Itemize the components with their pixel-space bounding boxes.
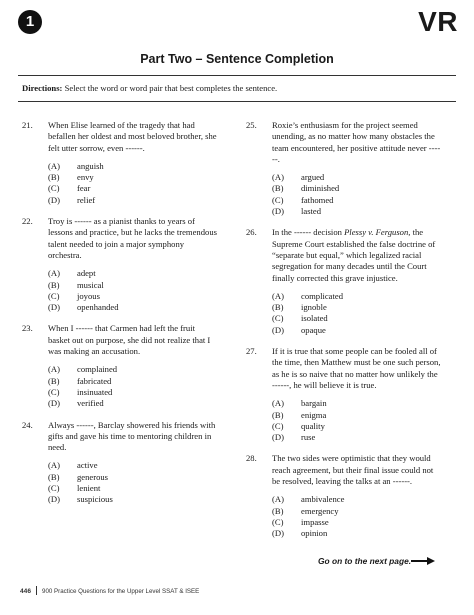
next-page-prompt: Go on to the next page. [318, 556, 412, 566]
option-letter: (D) [272, 432, 284, 443]
option-letter: (A) [272, 398, 284, 409]
option-text: verified [77, 398, 104, 409]
answer-option[interactable] [48, 398, 218, 409]
question-25 [246, 120, 442, 217]
option-text: insinuated [77, 386, 113, 397]
answer-option[interactable] [272, 506, 442, 517]
option-letter: (C) [272, 420, 284, 431]
answer-option[interactable] [272, 195, 442, 206]
question-28 [246, 453, 442, 539]
left-column [22, 120, 218, 516]
option-text: fabricated [77, 375, 112, 386]
option-text: isolated [301, 313, 328, 324]
question-number: 28. [246, 453, 257, 464]
question-number: 23. [22, 323, 33, 334]
answer-option[interactable] [48, 460, 218, 471]
question-27 [246, 346, 442, 443]
question-21 [22, 120, 218, 206]
answer-option[interactable] [48, 195, 218, 206]
directions-text: Select the word or word pair that best completes the sentence. [62, 83, 278, 93]
directions [22, 83, 277, 93]
question-text-after: , the Supreme Court established the false doctrine of “separate but equal,” which legalized racial segregation for many decades until the Court finally corrected this grave injustice. [272, 227, 436, 283]
option-letter: (B) [272, 409, 284, 420]
option-text: argued [301, 172, 325, 183]
answer-option[interactable] [48, 483, 218, 494]
page-title: Part Two – Sentence Completion [140, 52, 334, 66]
page-number: 446 [20, 588, 32, 595]
option-letter: (C) [48, 183, 60, 194]
answer-option[interactable] [272, 410, 442, 421]
option-letter: (C) [48, 386, 60, 397]
option-letter: (B) [48, 279, 60, 290]
answer-option[interactable] [272, 313, 442, 324]
section-number-badge: 1 [18, 10, 42, 34]
answer-option[interactable] [272, 528, 442, 539]
option-text: adept [77, 268, 96, 279]
answer-options [48, 364, 218, 409]
option-text: emergency [301, 505, 339, 516]
question-number: 26. [246, 227, 257, 238]
question-22 [22, 216, 218, 313]
answer-options [48, 460, 218, 505]
question-text: Roxie’s enthusiasm for the project seemed unending, as no matter how many obstacles the team encountered, her positive attitude never ------. [272, 120, 441, 164]
question-text: When I ------ that Carmen had left the fruit basket out on purpose, she did not realize that I was making an accusation. [48, 323, 211, 357]
answer-option[interactable] [48, 364, 218, 375]
answer-option[interactable] [272, 291, 442, 302]
option-text: lasted [301, 206, 322, 217]
option-letter: (A) [272, 290, 284, 301]
page-footer [20, 586, 199, 595]
option-text: ambivalence [301, 494, 345, 505]
question-number: 25. [246, 120, 257, 130]
option-text: ruse [301, 432, 316, 443]
option-letter: (C) [48, 290, 60, 301]
answer-option[interactable] [48, 472, 218, 483]
answer-option[interactable] [48, 376, 218, 387]
answer-option[interactable] [48, 387, 218, 398]
question-number: 22. [22, 216, 33, 227]
option-text: complained [77, 364, 118, 375]
question-24 [22, 420, 218, 506]
option-text: openhanded [77, 302, 119, 313]
option-text: lenient [77, 483, 101, 494]
option-letter: (B) [48, 172, 60, 183]
right-arrow-icon [411, 556, 435, 566]
option-text: musical [77, 279, 104, 290]
option-text: quality [301, 420, 325, 431]
option-text: opaque [301, 324, 326, 335]
right-column [246, 120, 442, 550]
answer-option[interactable] [48, 494, 218, 505]
answer-option[interactable] [272, 302, 442, 313]
answer-option[interactable] [272, 494, 442, 505]
option-letter: (A) [48, 364, 60, 375]
option-text: complicated [301, 290, 343, 301]
option-letter: (A) [48, 160, 60, 171]
case-name: Plessy v. Ferguson [344, 227, 409, 238]
answer-options [272, 494, 442, 539]
question-text-before: In the ------ decision [272, 227, 345, 238]
option-letter: (A) [48, 268, 60, 279]
option-letter: (D) [48, 302, 60, 313]
answer-option[interactable] [48, 161, 218, 172]
option-text: diminished [301, 183, 340, 194]
option-letter: (C) [48, 483, 60, 494]
question-text [272, 227, 442, 283]
question-text: When Elise learned of the tragedy that had befallen her oldest and most beloved brother, she felt utter sorrow, even ------. [48, 120, 217, 153]
option-letter: (D) [272, 206, 284, 217]
question-text: Troy is ------ as a pianist thanks to years of lessons and practice, but he lacks the tremendous talent needed to join a major symphony orchestra. [48, 216, 217, 260]
option-text: ignoble [301, 302, 327, 313]
option-letter: (D) [48, 398, 60, 409]
bottom-divider [18, 101, 456, 102]
question-text: If it is true that some people can be fooled all of the time, then Matthew must be one such person, as he is so naive that no matter how unlikely the ------, he will believe it is true. [272, 346, 441, 390]
answer-option[interactable] [272, 206, 442, 217]
top-divider [18, 75, 456, 76]
section-code: VR [418, 6, 458, 37]
option-text: bargain [301, 398, 327, 409]
answer-option[interactable] [48, 183, 218, 194]
option-text: fathomed [301, 194, 334, 205]
answer-option[interactable] [48, 280, 218, 291]
answer-options [272, 398, 442, 443]
answer-option[interactable] [48, 268, 218, 279]
answer-option[interactable] [272, 172, 442, 183]
question-text: Always ------, Barclay showered his friends with gifts and gave his time to mentoring children in need. [48, 419, 216, 453]
option-text: opinion [301, 528, 328, 539]
option-letter: (A) [272, 172, 284, 183]
footer-separator [36, 586, 37, 595]
answer-option[interactable] [272, 398, 442, 409]
answer-options [48, 161, 218, 206]
answer-option[interactable] [272, 325, 442, 336]
option-text: generous [77, 471, 109, 482]
answer-option[interactable] [272, 421, 442, 432]
book-title: 900 Practice Questions for the Upper Level SSAT & ISEE [42, 588, 200, 595]
option-text: envy [77, 172, 94, 183]
answer-options [272, 291, 442, 336]
option-letter: (B) [272, 505, 284, 516]
option-letter: (B) [272, 183, 284, 194]
option-letter: (A) [48, 460, 60, 471]
option-letter: (D) [272, 528, 284, 539]
option-text: suspicious [77, 494, 113, 505]
option-text: fear [77, 183, 91, 194]
option-letter: (B) [272, 302, 284, 313]
question-text: The two sides were optimistic that they would reach agreement, but their final issue could not be resolved, leaving the talks at an ------. [272, 453, 434, 487]
option-letter: (A) [272, 494, 284, 505]
option-text: relief [77, 194, 96, 205]
question-23 [22, 323, 218, 409]
option-text: enigma [301, 409, 327, 420]
answer-option[interactable] [48, 302, 218, 313]
directions-label: Directions: [22, 83, 63, 93]
answer-options [272, 172, 442, 217]
answer-option[interactable] [48, 172, 218, 183]
answer-option[interactable] [272, 183, 442, 194]
answer-option[interactable] [48, 291, 218, 302]
option-text: joyous [77, 290, 100, 301]
option-letter: (D) [272, 324, 284, 335]
option-text: anguish [77, 160, 104, 171]
question-number: 27. [246, 346, 257, 357]
question-26 [246, 227, 442, 336]
option-letter: (B) [48, 375, 60, 386]
page-header [18, 6, 458, 40]
question-number: 24. [22, 419, 33, 430]
option-letter: (C) [272, 516, 284, 527]
question-number: 21. [22, 120, 33, 130]
answer-option[interactable] [272, 517, 442, 528]
option-letter: (D) [48, 494, 60, 505]
option-letter: (B) [48, 471, 60, 482]
option-letter: (C) [272, 194, 284, 205]
answer-options [48, 268, 218, 313]
option-text: impasse [301, 516, 329, 527]
option-letter: (C) [272, 313, 284, 324]
answer-option[interactable] [272, 432, 442, 443]
option-text: active [77, 460, 98, 471]
option-letter: (D) [48, 194, 60, 205]
